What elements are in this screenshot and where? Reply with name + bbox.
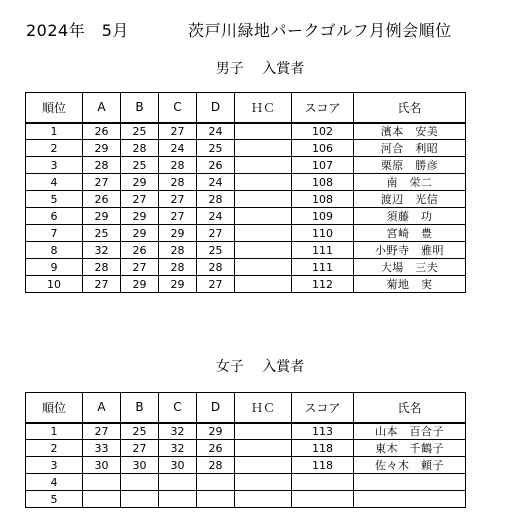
table-row xyxy=(26,491,466,508)
cell-rank: 3 xyxy=(26,457,83,474)
cell-b: 30 xyxy=(121,457,159,474)
col-header-a: A xyxy=(83,393,121,423)
cell-b: 25 xyxy=(121,123,159,140)
table-row xyxy=(26,225,466,242)
table-row xyxy=(26,423,466,440)
cell-hc xyxy=(235,491,292,508)
cell-name xyxy=(354,491,466,508)
cell-name: 南 栄二 xyxy=(354,174,466,191)
cell-a xyxy=(83,491,121,508)
cell-a: 29 xyxy=(83,140,121,157)
men-results-table xyxy=(25,92,466,293)
table-row xyxy=(26,440,466,457)
cell-name: 菊地 実 xyxy=(354,276,466,293)
col-header-rank: 順位 xyxy=(26,393,83,423)
cell-score: 107 xyxy=(292,157,354,174)
col-header-score: スコア xyxy=(292,93,354,123)
cell-a: 26 xyxy=(83,123,121,140)
cell-c: 28 xyxy=(159,174,197,191)
cell-c: 28 xyxy=(159,242,197,259)
col-header-hc: ＨＣ xyxy=(235,393,292,423)
cell-d: 29 xyxy=(197,423,235,440)
cell-name: 栗原 勝彦 xyxy=(354,157,466,174)
cell-a: 27 xyxy=(83,174,121,191)
women-section-title: 女子 入賞者 xyxy=(215,359,305,375)
cell-name xyxy=(354,474,466,491)
cell-d: 27 xyxy=(197,225,235,242)
cell-hc xyxy=(235,225,292,242)
title-event: 茨戸川緑地パークゴルフ月例会順位 xyxy=(188,21,452,40)
cell-a xyxy=(83,474,121,491)
page-title xyxy=(0,18,520,42)
cell-hc xyxy=(235,140,292,157)
cell-hc xyxy=(235,423,292,440)
col-header-score: スコア xyxy=(292,393,354,423)
cell-d: 27 xyxy=(197,276,235,293)
cell-c: 24 xyxy=(159,140,197,157)
cell-c: 29 xyxy=(159,225,197,242)
cell-hc xyxy=(235,242,292,259)
table-row xyxy=(26,174,466,191)
cell-hc xyxy=(235,191,292,208)
cell-score: 108 xyxy=(292,191,354,208)
cell-name: 須藤 功 xyxy=(354,208,466,225)
cell-hc xyxy=(235,474,292,491)
col-header-d: D xyxy=(197,393,235,423)
cell-hc xyxy=(235,174,292,191)
table-row xyxy=(26,474,466,491)
table-row xyxy=(26,157,466,174)
cell-score xyxy=(292,491,354,508)
cell-name: 大場 三夫 xyxy=(354,259,466,276)
cell-b: 29 xyxy=(121,174,159,191)
cell-a: 32 xyxy=(83,242,121,259)
table-row xyxy=(26,276,466,293)
cell-b: 27 xyxy=(121,191,159,208)
cell-d: 26 xyxy=(197,157,235,174)
cell-score: 112 xyxy=(292,276,354,293)
cell-hc xyxy=(235,440,292,457)
cell-score: 111 xyxy=(292,259,354,276)
cell-b: 27 xyxy=(121,259,159,276)
cell-a: 26 xyxy=(83,191,121,208)
cell-d: 24 xyxy=(197,174,235,191)
cell-d: 26 xyxy=(197,440,235,457)
cell-rank: 9 xyxy=(26,259,83,276)
cell-c: 28 xyxy=(159,157,197,174)
cell-b: 26 xyxy=(121,242,159,259)
title-date: 2024年 5月 xyxy=(26,21,129,40)
cell-a: 28 xyxy=(83,157,121,174)
cell-hc xyxy=(235,157,292,174)
table-row xyxy=(26,457,466,474)
cell-hc xyxy=(235,208,292,225)
cell-rank: 5 xyxy=(26,191,83,208)
cell-d: 24 xyxy=(197,123,235,140)
cell-c: 29 xyxy=(159,276,197,293)
cell-b: 29 xyxy=(121,276,159,293)
cell-d: 25 xyxy=(197,140,235,157)
men-section-title: 男子 入賞者 xyxy=(215,61,305,77)
cell-a: 33 xyxy=(83,440,121,457)
cell-rank: 7 xyxy=(26,225,83,242)
col-header-name: 氏名 xyxy=(354,93,466,123)
cell-d: 24 xyxy=(197,208,235,225)
cell-a: 28 xyxy=(83,259,121,276)
cell-score: 118 xyxy=(292,440,354,457)
col-header-name: 氏名 xyxy=(354,393,466,423)
cell-b xyxy=(121,474,159,491)
cell-c: 28 xyxy=(159,259,197,276)
cell-rank: 4 xyxy=(26,174,83,191)
cell-score: 118 xyxy=(292,457,354,474)
cell-hc xyxy=(235,259,292,276)
col-header-a: A xyxy=(83,93,121,123)
cell-c: 32 xyxy=(159,423,197,440)
cell-hc xyxy=(235,123,292,140)
cell-c xyxy=(159,491,197,508)
col-header-b: B xyxy=(121,393,159,423)
cell-a: 27 xyxy=(83,423,121,440)
cell-score: 110 xyxy=(292,225,354,242)
cell-name: 宮崎 豊 xyxy=(354,225,466,242)
cell-score: 108 xyxy=(292,174,354,191)
cell-score: 109 xyxy=(292,208,354,225)
col-header-c: C xyxy=(159,93,197,123)
cell-d: 28 xyxy=(197,191,235,208)
cell-a: 30 xyxy=(83,457,121,474)
cell-rank: 8 xyxy=(26,242,83,259)
cell-a: 29 xyxy=(83,208,121,225)
cell-rank: 5 xyxy=(26,491,83,508)
cell-rank: 1 xyxy=(26,123,83,140)
cell-b: 25 xyxy=(121,157,159,174)
table-header-row xyxy=(26,393,466,423)
cell-score xyxy=(292,474,354,491)
col-header-b: B xyxy=(121,93,159,123)
cell-c: 32 xyxy=(159,440,197,457)
col-header-d: D xyxy=(197,93,235,123)
cell-hc xyxy=(235,457,292,474)
women-results-table xyxy=(25,392,466,508)
table-row xyxy=(26,208,466,225)
cell-c: 27 xyxy=(159,191,197,208)
cell-name: 濱本 安美 xyxy=(354,123,466,140)
cell-c: 30 xyxy=(159,457,197,474)
cell-score: 106 xyxy=(292,140,354,157)
cell-rank: 2 xyxy=(26,140,83,157)
cell-a: 25 xyxy=(83,225,121,242)
cell-b: 27 xyxy=(121,440,159,457)
cell-d xyxy=(197,474,235,491)
cell-score: 102 xyxy=(292,123,354,140)
cell-b: 28 xyxy=(121,140,159,157)
cell-d xyxy=(197,491,235,508)
cell-score: 113 xyxy=(292,423,354,440)
cell-a: 27 xyxy=(83,276,121,293)
cell-score: 111 xyxy=(292,242,354,259)
table-row xyxy=(26,123,466,140)
cell-name: 東木 千鶴子 xyxy=(354,440,466,457)
cell-c xyxy=(159,474,197,491)
table-row xyxy=(26,191,466,208)
cell-rank: 3 xyxy=(26,157,83,174)
cell-rank: 10 xyxy=(26,276,83,293)
cell-d: 28 xyxy=(197,457,235,474)
cell-name: 小野寺 雅明 xyxy=(354,242,466,259)
table-row xyxy=(26,140,466,157)
col-header-c: C xyxy=(159,393,197,423)
cell-hc xyxy=(235,276,292,293)
cell-rank: 4 xyxy=(26,474,83,491)
cell-b: 29 xyxy=(121,208,159,225)
col-header-hc: ＨＣ xyxy=(235,93,292,123)
cell-name: 山本 百合子 xyxy=(354,423,466,440)
cell-name: 河合 利昭 xyxy=(354,140,466,157)
cell-b: 29 xyxy=(121,225,159,242)
cell-rank: 1 xyxy=(26,423,83,440)
cell-rank: 6 xyxy=(26,208,83,225)
cell-name: 佐々木 頼子 xyxy=(354,457,466,474)
cell-rank: 2 xyxy=(26,440,83,457)
table-header-row xyxy=(26,93,466,123)
table-row xyxy=(26,242,466,259)
cell-b xyxy=(121,491,159,508)
cell-b: 25 xyxy=(121,423,159,440)
cell-name: 渡辺 光信 xyxy=(354,191,466,208)
cell-c: 27 xyxy=(159,123,197,140)
cell-d: 25 xyxy=(197,242,235,259)
cell-d: 28 xyxy=(197,259,235,276)
table-row xyxy=(26,259,466,276)
cell-c: 27 xyxy=(159,208,197,225)
col-header-rank: 順位 xyxy=(26,93,83,123)
